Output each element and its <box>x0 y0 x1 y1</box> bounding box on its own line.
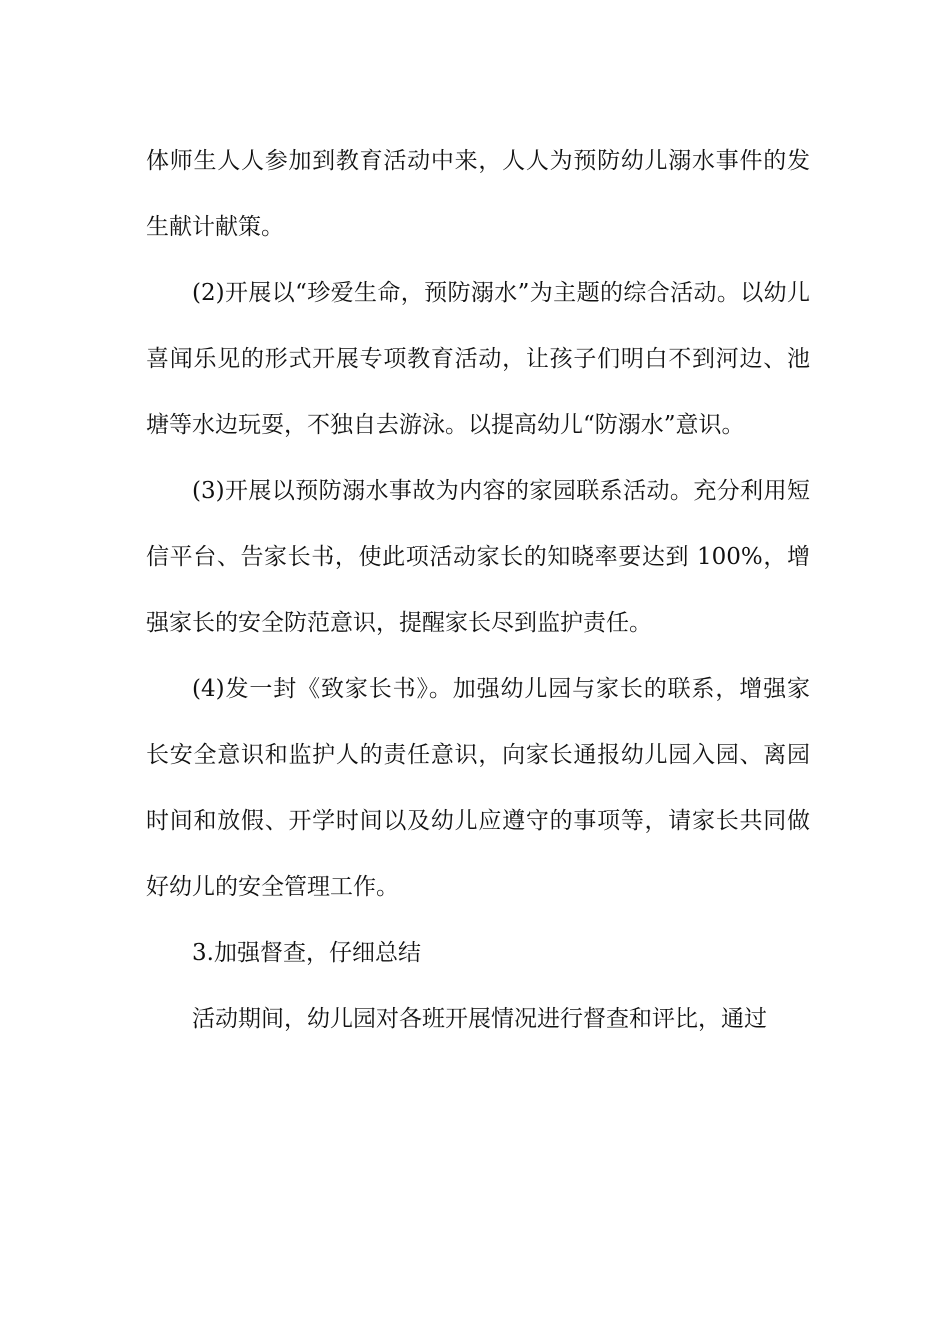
paragraph-continuation: 体师生人人参加到教育活动中来，人人为预防幼儿溺水事件的发生献计献策。 <box>146 148 810 240</box>
paragraph-supervision: 活动期间，幼儿园对各班开展情况进行督查和评比，通过 <box>192 1006 767 1032</box>
paragraph-item-4: (4)发一封《致家长书》。加强幼儿园与家长的联系，增强家长安全意识和监护人的责任意识，向家长通报幼儿园入园、离园时间和放假、开学时间以及幼儿应遵守的事项等，请家长共同做好幼儿的安全管理工作。 <box>146 676 810 900</box>
paragraph-item-2: (2)开展以“珍爱生命，预防溺水”为主题的综合活动。以幼儿喜闻乐见的形式开展专项教育活动，让孩子们明白不到河边、池塘等水边玩耍，不独自去游泳。以提高幼儿“防溺水”意识。 <box>146 280 810 438</box>
paragraph-item-3: (3)开展以预防溺水事故为内容的家园联系活动。充分利用短信平台、告家长书，使此项活动家长的知晓率要达到 100%，增强家长的安全防范意识，提醒家长尽到监护责任。 <box>146 478 810 636</box>
document-body <box>146 128 810 1052</box>
section-heading: 3.加强督查，仔细总结 <box>192 940 421 966</box>
